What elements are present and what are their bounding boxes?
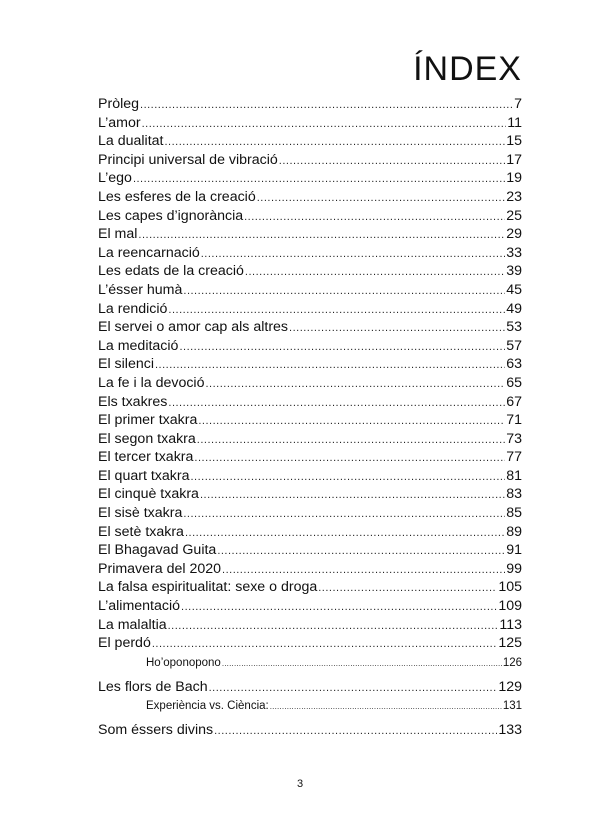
toc-entry <box>98 355 522 374</box>
toc-entry <box>98 448 522 467</box>
entry-title: El servei o amor cap als altres <box>98 319 289 336</box>
entry-title: Les capes d’ignorància <box>98 207 244 224</box>
entry-page: 99 <box>506 560 522 577</box>
entry-title: Les esferes de la creació <box>98 188 256 205</box>
toc-entry <box>98 578 522 597</box>
toc-subentry <box>98 653 522 674</box>
entry-title: El mal <box>98 226 138 243</box>
entry-title: El tercer txakra <box>98 449 194 466</box>
entry-page: 125 <box>498 635 522 652</box>
toc-entry <box>98 262 522 281</box>
entry-title: Som éssers divins <box>98 722 214 739</box>
toc-entry <box>98 207 522 226</box>
entry-page: 23 <box>506 188 522 205</box>
entry-page: 89 <box>506 523 522 540</box>
entry-title: La malaltia <box>98 616 167 633</box>
toc-entry <box>98 318 522 337</box>
entry-title: El primer txakra <box>98 412 198 429</box>
entry-title: El cinquè txakra <box>98 486 199 503</box>
entry-page: 105 <box>498 579 522 596</box>
entry-title: Les edats de la creació <box>98 263 244 280</box>
entry-title: La reencarnació <box>98 244 200 261</box>
entry-page: 81 <box>506 467 522 484</box>
toc-entry <box>98 616 522 635</box>
entry-page: 33 <box>506 244 522 261</box>
entry-page: 113 <box>499 616 522 633</box>
toc-entry <box>98 169 522 188</box>
entry-title: Experiència vs. Ciència: <box>146 700 269 713</box>
entry-title: L’alimentació <box>98 598 181 615</box>
entry-page: 129 <box>498 678 522 695</box>
entry-page: 17 <box>506 151 522 168</box>
toc-entry <box>98 188 522 207</box>
entry-title: L’ego <box>98 170 132 187</box>
toc-entry <box>98 467 522 486</box>
toc-entry <box>98 151 522 170</box>
entry-page: 19 <box>506 170 522 187</box>
entry-title: La rendició <box>98 300 168 317</box>
entry-title: El quart txakra <box>98 467 190 484</box>
entry-page: 29 <box>506 226 522 243</box>
entry-page: 15 <box>506 133 522 150</box>
entry-page: 91 <box>506 542 522 559</box>
index-title: ÍNDEX <box>413 50 522 88</box>
entry-page: 65 <box>506 374 522 391</box>
entry-title: Les flors de Bach <box>98 678 208 695</box>
toc-entry <box>98 597 522 616</box>
toc-entry <box>98 225 522 244</box>
entry-title: El silenci <box>98 356 154 373</box>
entry-title: L’ésser humà <box>98 281 183 298</box>
entry-page: 67 <box>506 393 522 410</box>
toc-entry <box>98 504 522 523</box>
entry-title: El segon txakra <box>98 430 196 447</box>
entry-title: La falsa espiritualitat: sexe o droga <box>98 579 318 596</box>
toc-entry <box>98 374 522 393</box>
entry-page: 63 <box>506 356 522 373</box>
toc-subentry <box>98 696 522 717</box>
entry-title: Ho’oponopono <box>146 656 221 669</box>
toc-entry <box>98 244 522 263</box>
toc-entry <box>98 337 522 356</box>
entry-page: 73 <box>506 430 522 447</box>
entry-title: L’amor <box>98 114 141 131</box>
toc-entry <box>98 560 522 579</box>
entry-title: Pròleg <box>98 96 140 112</box>
entry-title: El setè txakra <box>98 523 184 540</box>
toc-entry <box>98 95 522 114</box>
toc-entry <box>98 634 522 653</box>
toc-entry <box>98 393 522 412</box>
toc-entry <box>98 300 522 319</box>
entry-title: La fe i la devoció <box>98 374 205 391</box>
entry-title: El Bhagavad Guita <box>98 542 217 559</box>
entry-page: 11 <box>507 114 522 131</box>
entry-title: El sisè txakra <box>98 505 183 522</box>
entry-page: 77 <box>506 449 522 466</box>
entry-title: Primavera del 2020 <box>98 560 222 577</box>
toc-entry <box>98 114 522 133</box>
entry-page: 25 <box>506 207 522 224</box>
entry-page: 109 <box>498 598 522 615</box>
entry-page: 39 <box>506 263 522 280</box>
toc-entry <box>98 411 522 430</box>
entry-page: 45 <box>506 281 522 298</box>
toc-entry <box>98 430 522 449</box>
entry-page: 53 <box>506 319 522 336</box>
page-number: 3 <box>296 778 304 790</box>
entry-title: Principi universal de vibració <box>98 151 278 168</box>
entry-page: 126 <box>502 656 522 669</box>
table-of-contents <box>98 95 522 740</box>
toc-entry <box>98 281 522 300</box>
entry-title: La meditació <box>98 337 179 354</box>
toc-entry <box>98 721 522 740</box>
entry-title: La dualitat <box>98 133 164 150</box>
entry-page: 71 <box>506 412 522 429</box>
entry-title: Els txakres <box>98 393 168 410</box>
entry-page: 131 <box>502 700 522 713</box>
entry-page: 7 <box>514 96 522 112</box>
entry-page: 57 <box>506 337 522 354</box>
toc-entry <box>98 523 522 542</box>
entry-title: El perdó <box>98 635 151 652</box>
entry-page: 83 <box>506 486 522 503</box>
entry-page: 133 <box>498 722 522 739</box>
toc-entry <box>98 541 522 560</box>
toc-entry <box>98 485 522 504</box>
entry-page: 85 <box>506 505 522 522</box>
toc-entry <box>98 132 522 151</box>
entry-page: 49 <box>506 300 522 317</box>
toc-entry <box>98 678 522 697</box>
